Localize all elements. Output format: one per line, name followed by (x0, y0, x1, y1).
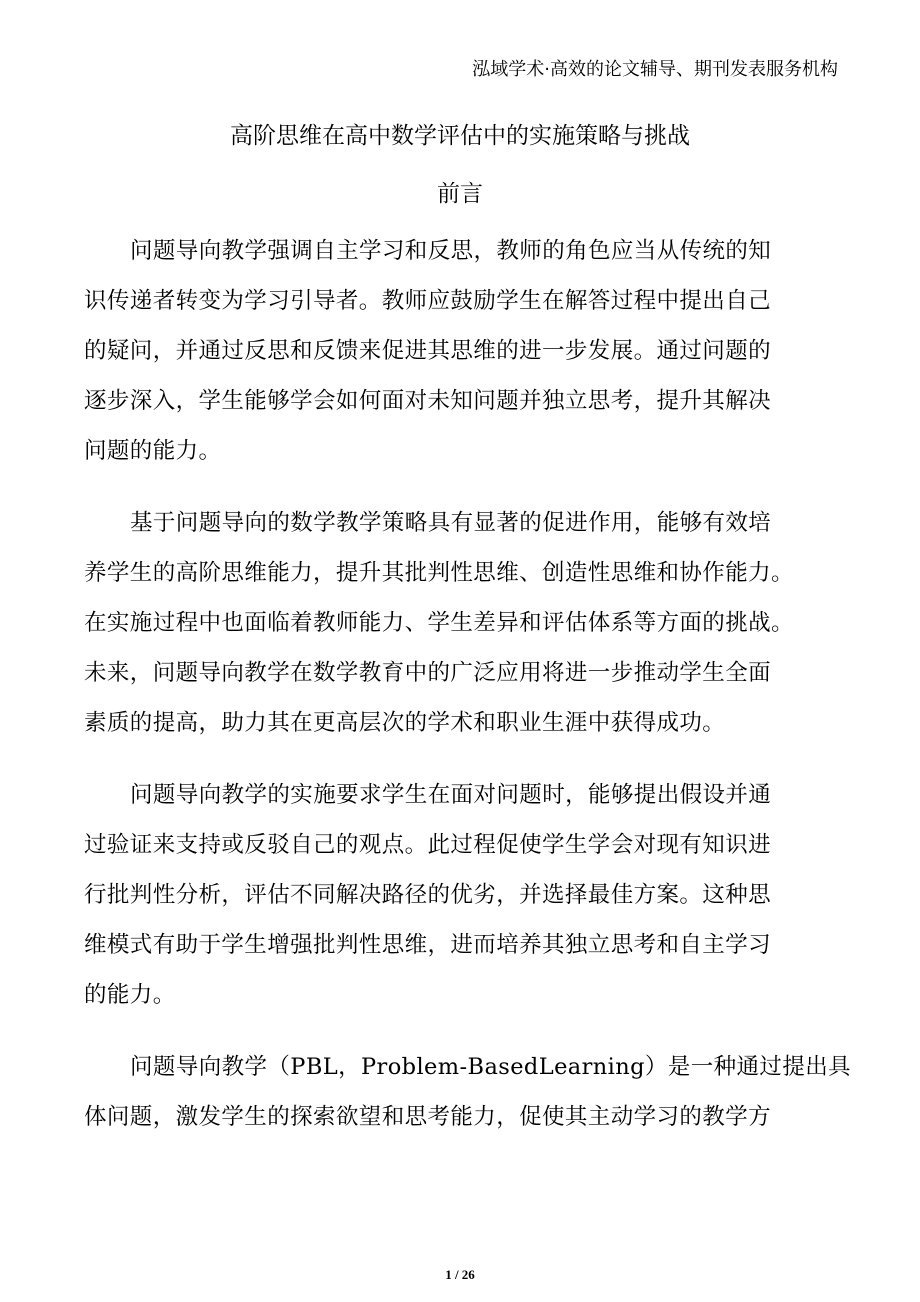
paragraph-line: 问题导向教学强调自主学习和反思，教师的角色应当从传统的知 (130, 238, 772, 264)
page-number: 1 / 26 (445, 1267, 475, 1282)
paragraph (84, 777, 855, 1027)
paragraph-line: 在实施过程中也面临着教师能力、学生差异和评估体系等方面的挑战。 (84, 610, 794, 636)
paragraph-line: 养学生的高阶思维能力，提升其批判性思维、创造性思维和协作能力。 (84, 560, 794, 586)
paragraph-line: 的疑问，并通过反思和反馈来促进其思维的进一步发展。通过问题的 (84, 338, 772, 364)
paragraph-line: 问题导向教学（PBL，Problem-BasedLearning）是一种通过提出具 (130, 1054, 852, 1080)
paragraph-line: 维模式有助于学生增强批判性思维，进而培养其独立思考和自主学习 (84, 932, 772, 958)
document-body (84, 233, 855, 1171)
paragraph-line: 的能力。 (84, 982, 176, 1008)
paragraph-line: 未来，问题导向教学在数学教育中的广泛应用将进一步推动学生全面 (84, 660, 772, 686)
paragraph-line: 逐步深入，学生能够学会如何面对未知问题并独立思考，提升其解决 (84, 388, 772, 414)
paragraph-line: 问题的能力。 (84, 438, 222, 464)
paragraph-line: 素质的提高，助力其在更高层次的学术和职业生涯中获得成功。 (84, 710, 726, 736)
paragraph-line: 体问题，激发学生的探索欲望和思考能力，促使其主动学习的教学方 (84, 1104, 772, 1130)
paragraph-line: 识传递者转变为学习引导者。教师应鼓励学生在解答过程中提出自己 (84, 288, 772, 314)
paragraph-line: 基于问题导向的数学教学策略具有显著的促进作用，能够有效培 (130, 510, 772, 536)
paragraph (84, 505, 855, 755)
section-title: 前言 (437, 181, 483, 207)
paragraph-line: 行批判性分析，评估不同解决路径的优劣，并选择最佳方案。这种思 (84, 882, 772, 908)
paragraph (84, 1049, 855, 1149)
paragraph (84, 233, 855, 483)
page-header: 泓域学术·高效的论文辅导、期刊发表服务机构 (472, 59, 838, 80)
paragraph-line: 问题导向教学的实施要求学生在面对问题时，能够提出假设并通 (130, 782, 772, 808)
document-title: 高阶思维在高中数学评估中的实施策略与挑战 (230, 123, 690, 149)
paragraph-line: 过验证来支持或反驳自己的观点。此过程促使学生学会对现有知识进 (84, 832, 772, 858)
